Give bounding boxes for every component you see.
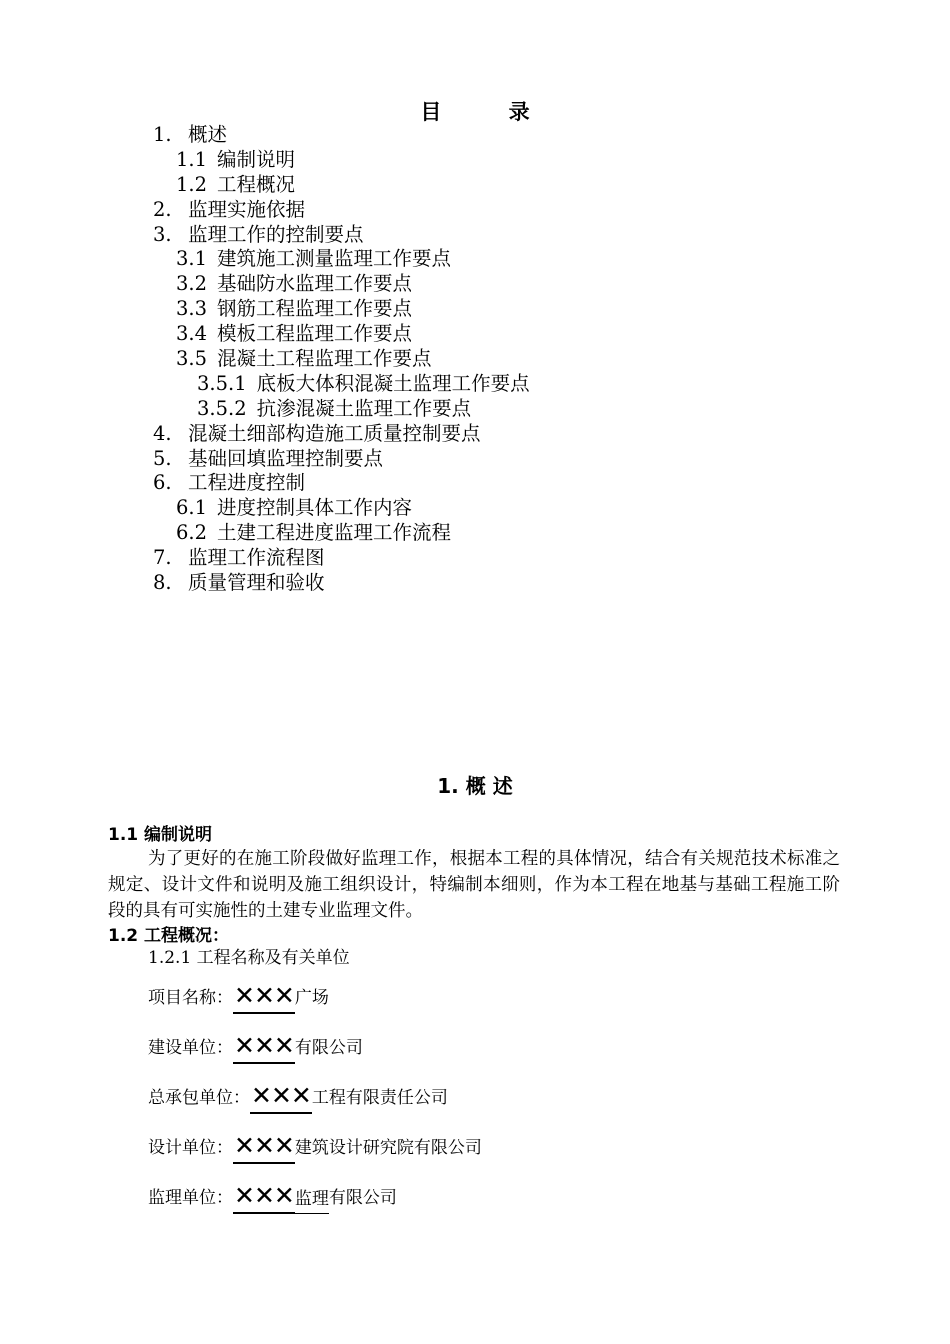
field-value: 建筑设计研究院有限公司	[294, 1138, 482, 1158]
paragraph: 为了更好的在施工阶段做好监理工作，根据本工程的具体情况，结合有关规范技术标准之规定、设计文件和说明及施工组织设计，特编制本细则，作为本工程在地基与基础工程施工阶段的具有可实施性的土建专业监理文件。	[108, 849, 840, 921]
toc-item[interactable]: 7. 监理工作流程图	[153, 546, 325, 570]
toc-item[interactable]: 3.3 钢筋工程监理工作要点	[176, 297, 413, 321]
field-value: 工程有限责任公司	[311, 1088, 448, 1108]
sub-subsection-heading: 1.2.1 工程名称及有关单位	[148, 948, 350, 968]
supervision-unit-field	[148, 1180, 397, 1214]
owner-unit-field	[148, 1030, 363, 1064]
redacted-mark: ✕✕✕	[233, 1182, 295, 1214]
toc-item[interactable]: 1. 概述	[153, 123, 228, 146]
table-of-contents	[0, 123, 950, 596]
subsection-heading: 1.2 工程概况：	[108, 926, 230, 946]
field-value: 有限公司	[328, 1188, 397, 1208]
toc-item[interactable]: 4. 混凝土细部构造施工质量控制要点	[153, 421, 481, 445]
field-value-underlined: 监理	[295, 1187, 329, 1215]
general-contractor-field	[148, 1080, 448, 1114]
redacted-mark: ✕✕✕	[250, 1082, 312, 1114]
field-label: 监理单位：	[148, 1188, 233, 1208]
toc-item[interactable]: 3.5 混凝土工程监理工作要点	[176, 347, 432, 371]
toc-item[interactable]: 6. 工程进度控制	[153, 471, 306, 495]
toc-item[interactable]: 1.2 工程概况	[176, 172, 296, 196]
field-value: 广场	[294, 988, 329, 1008]
toc-item[interactable]: 3.4 模板工程监理工作要点	[176, 322, 413, 346]
toc-item[interactable]: 6.1 进度控制具体工作内容	[176, 496, 413, 520]
toc-item[interactable]: 6.2 土建工程进度监理工作流程	[176, 521, 452, 545]
toc-title: 目 录	[420, 100, 530, 124]
toc-item[interactable]: 8. 质量管理和验收	[153, 571, 325, 595]
redacted-mark: ✕✕✕	[233, 1032, 295, 1064]
design-unit-field	[148, 1130, 482, 1164]
redacted-mark: ✕✕✕	[233, 1132, 295, 1164]
toc-item[interactable]: 5. 基础回填监理控制要点	[153, 446, 384, 470]
toc-item[interactable]: 2. 监理实施依据	[153, 197, 306, 221]
redacted-mark: ✕✕✕	[233, 982, 295, 1014]
project-name-field	[148, 980, 329, 1014]
toc-item[interactable]: 1.1 编制说明	[176, 147, 296, 171]
toc-item[interactable]: 3.2 基础防水监理工作要点	[176, 272, 413, 296]
subsection-heading: 1.1 编制说明	[108, 825, 213, 845]
toc-item[interactable]: 3.1 建筑施工测量监理工作要点	[176, 247, 452, 271]
field-value: 有限公司	[294, 1038, 363, 1058]
toc-item[interactable]: 3.5.2 抗渗混凝土监理工作要点	[197, 396, 472, 420]
field-label: 建设单位：	[148, 1038, 233, 1058]
toc-item[interactable]: 3.5.1 底板大体积混凝土监理工作要点	[197, 371, 530, 395]
field-label: 总承包单位：	[148, 1088, 250, 1108]
field-label: 设计单位：	[148, 1138, 233, 1158]
field-label: 项目名称：	[148, 988, 233, 1008]
section-title: 1. 概 述	[437, 774, 513, 798]
toc-item[interactable]: 3. 监理工作的控制要点	[153, 222, 364, 246]
